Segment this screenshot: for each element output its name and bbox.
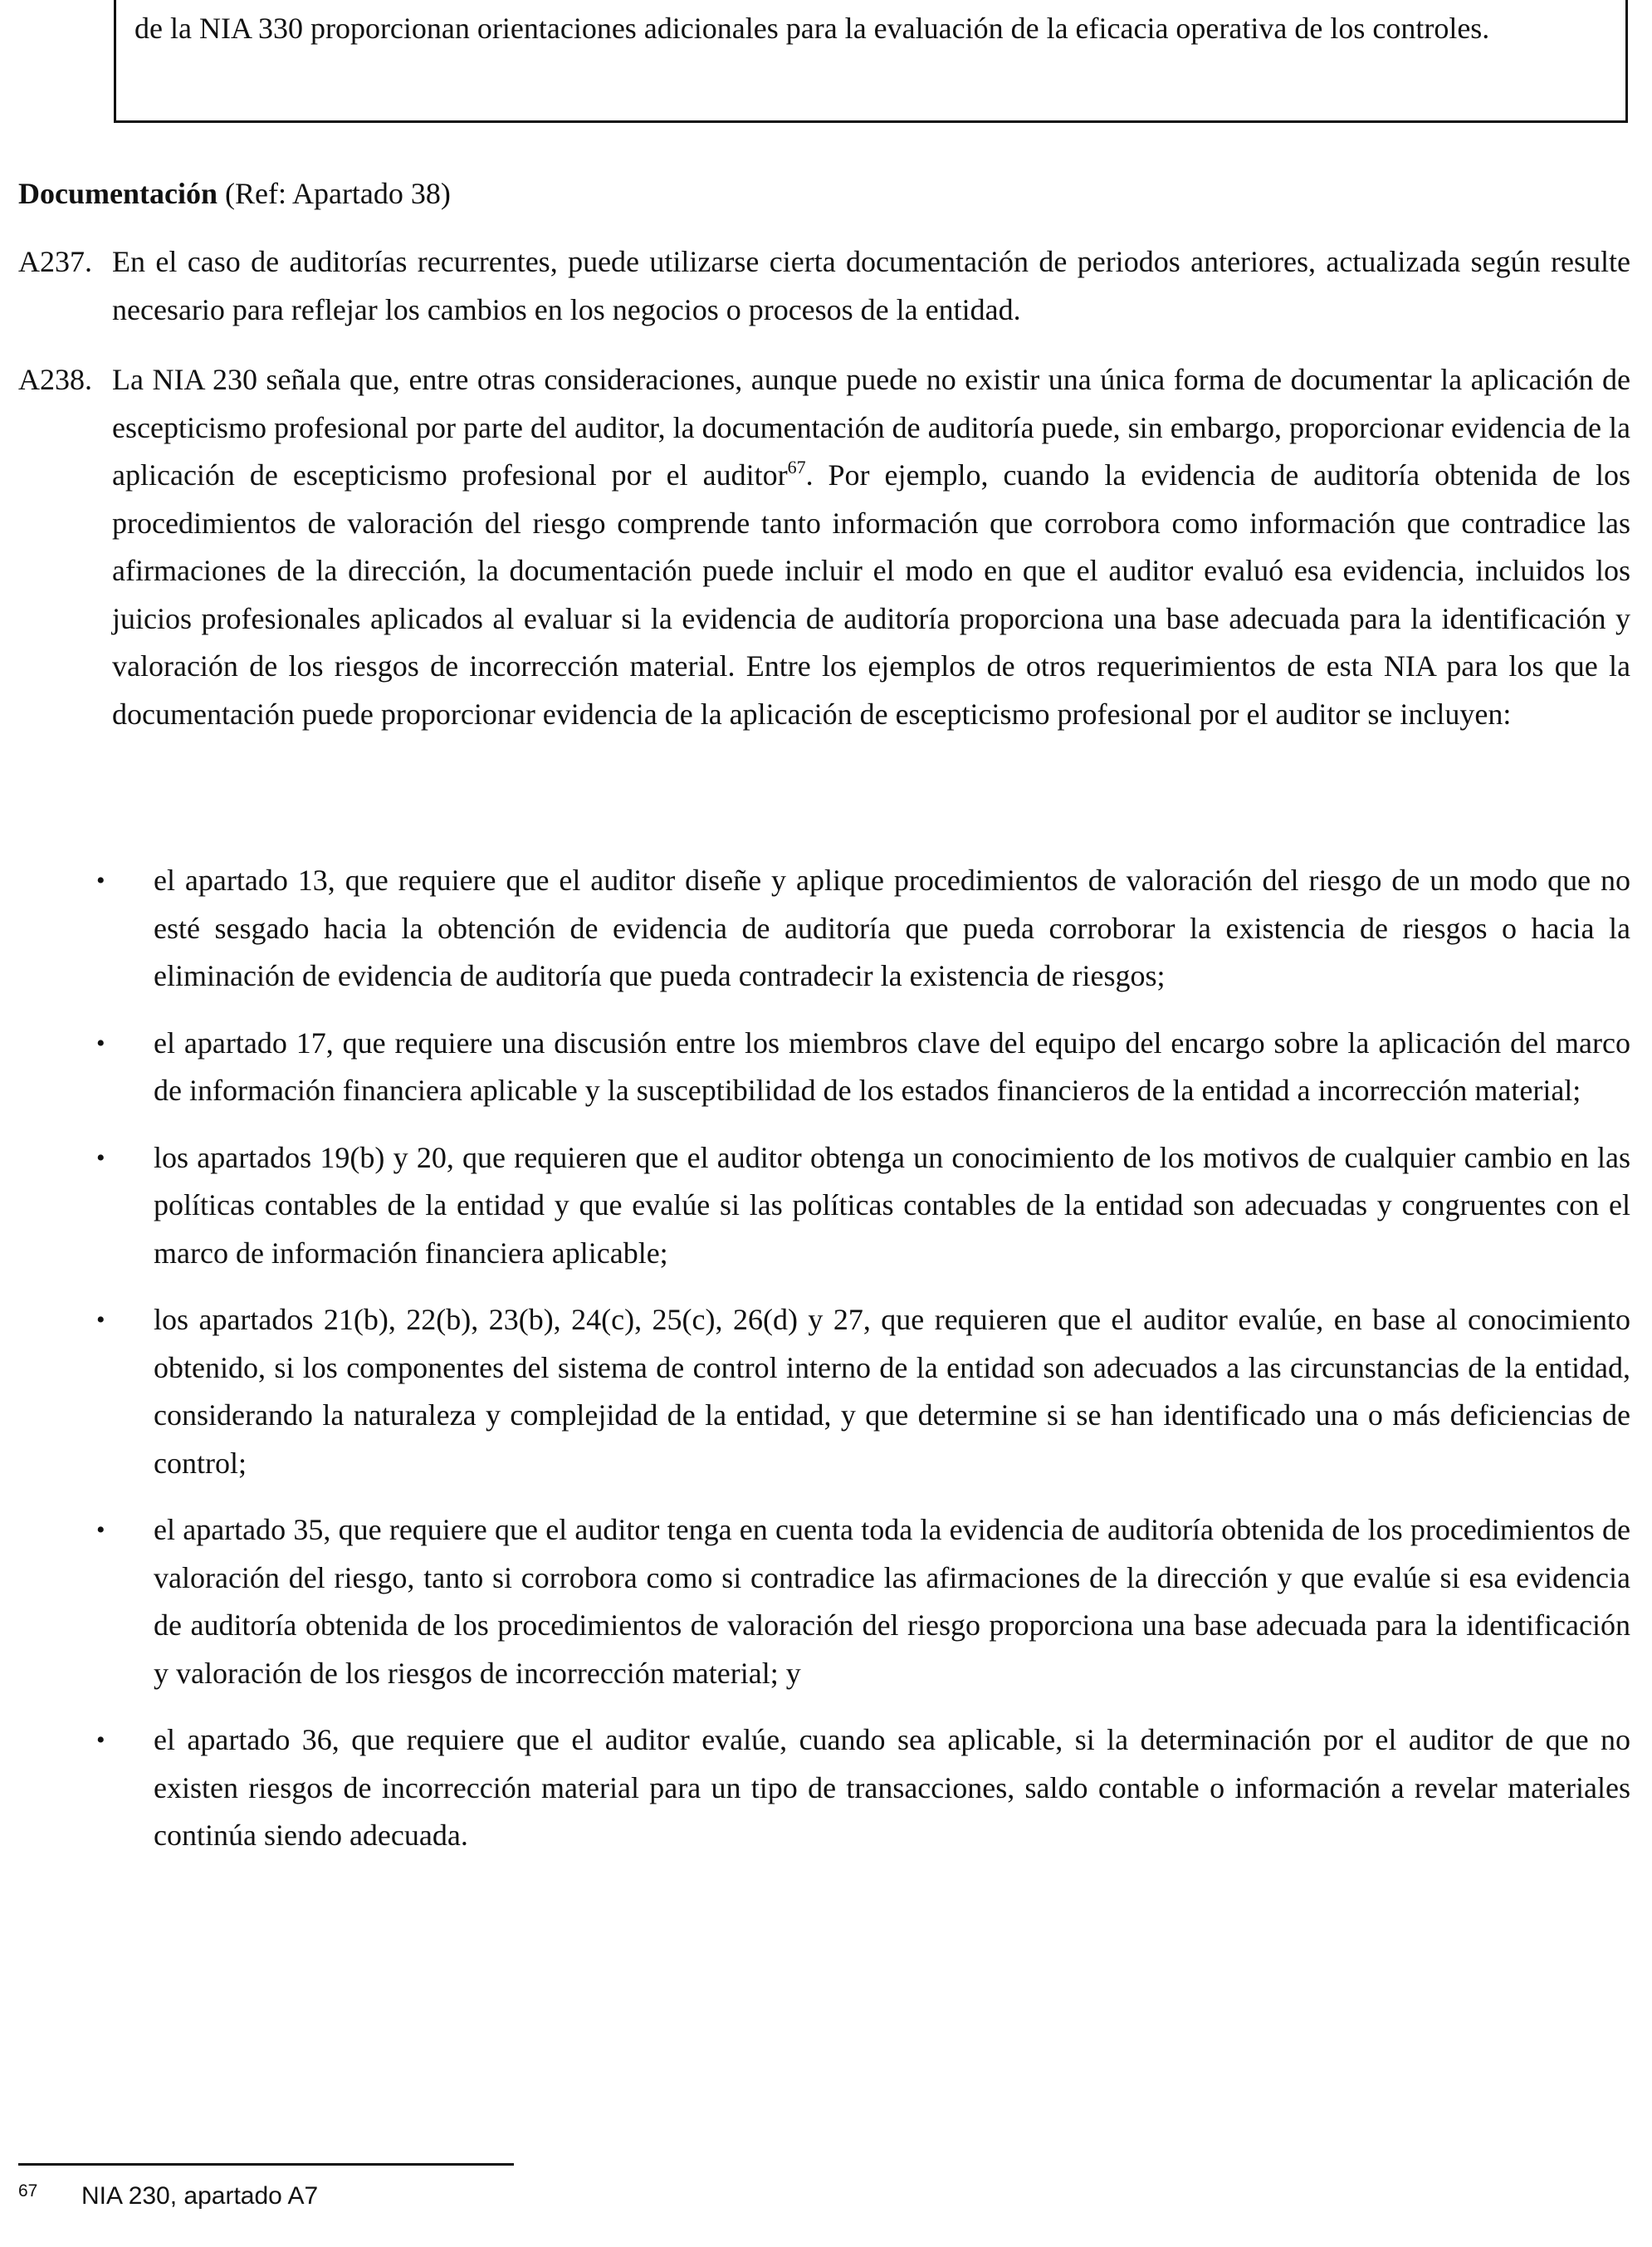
paragraph-text-part: La NIA 230 señala que, entre otras consideraciones, aunque puede no existir una única forma de documentar la aplicación de escepticismo profesional por parte del auditor, la documentación de auditoría puede, sin embargo, proporcionar evidencia de la aplicación de escepticismo profesional por el auditor bbox=[112, 363, 1630, 492]
section-heading bbox=[18, 173, 451, 214]
list-item bbox=[18, 857, 1630, 1001]
list-item-text: el apartado 17, que requiere una discusión entre los miembros clave del equipo del encargo sobre la aplicación del marco de información financiera aplicable y la susceptibilidad de los estados financieros de la entidad a incorrección material; bbox=[154, 1026, 1630, 1107]
paragraph-a237 bbox=[18, 238, 1630, 334]
paragraph-number: A238. bbox=[18, 363, 92, 396]
bullet-icon: • bbox=[96, 1306, 105, 1334]
footnote-number: 67 bbox=[18, 2181, 38, 2200]
list-item-text: el apartado 35, que requiere que el auditor tenga en cuenta toda la evidencia de auditoría obtenida de los procedimientos de valoración del riesgo, tanto si corrobora como si contradice las afirmaciones de la dirección y que evalúe si esa evidencia de auditoría obtenida de los procedimientos de valoración del riesgo proporciona una base adecuada para la identificación y valoración de los riesgos de incorrección material; y bbox=[154, 1513, 1630, 1690]
footnote-reference[interactable]: 67 bbox=[787, 457, 806, 477]
list-item bbox=[18, 1506, 1630, 1697]
list-item-text: el apartado 13, que requiere que el auditor diseñe y aplique procedimientos de valoración del riesgo de un modo que no esté sesgado hacia la obtención de evidencia de auditoría que pueda corroborar la existencia de riesgos o hacia la eliminación de evidencia de auditoría que pueda contradecir la existencia de riesgos; bbox=[154, 864, 1630, 992]
requirements-list bbox=[18, 857, 1630, 1879]
footnote-separator bbox=[18, 2163, 514, 2166]
bullet-icon: • bbox=[96, 1516, 105, 1544]
bullet-icon: • bbox=[96, 1726, 105, 1754]
bullet-icon: • bbox=[96, 1029, 105, 1057]
list-item-text: el apartado 36, que requiere que el auditor evalúe, cuando sea aplicable, si la determinación por el auditor de que no existen riesgos de incorrección material para un tipo de transacciones, saldo contable o información a revelar materiales continúa siendo adecuada. bbox=[154, 1723, 1630, 1852]
paragraph-a238 bbox=[18, 356, 1630, 738]
paragraph-number: A237. bbox=[18, 245, 92, 278]
footnote-text: NIA 230, apartado A7 bbox=[81, 2182, 319, 2210]
boxed-note bbox=[114, 0, 1628, 123]
bullet-icon: • bbox=[96, 867, 105, 894]
section-ref: (Ref: Apartado 38) bbox=[224, 177, 451, 210]
list-item bbox=[18, 1716, 1630, 1860]
boxed-note-text: de la NIA 330 proporcionan orientaciones adicionales para la evaluación de la eficacia operativa de los controles. bbox=[134, 12, 1490, 45]
paragraph-text-part: . Por ejemplo, cuando la evidencia de auditoría obtenida de los procedimientos de valoración del riesgo comprende tanto información que corrobora como información que contradice las afirmaciones de la dirección, la documentación puede incluir el modo en que el auditor evaluó esa evidencia, incluidos los juicios profesionales aplicados al evaluar si la evidencia de auditoría proporciona una base adecuada para la identificación y valoración de los riesgos de incorrección material. Entre los ejemplos de otros requerimientos de esta NIA para los que la documentación puede proporcionar evidencia de la aplicación de escepticismo profesional por el auditor se incluyen: bbox=[112, 458, 1630, 731]
list-item bbox=[18, 1296, 1630, 1487]
paragraph-text: En el caso de auditorías recurrentes, puede utilizarse cierta documentación de periodos anteriores, actualizada según resulte necesario para reflejar los cambios en los negocios o procesos de la entidad. bbox=[112, 245, 1630, 326]
bullet-icon: • bbox=[96, 1143, 105, 1172]
section-title: Documentación bbox=[18, 177, 217, 210]
paragraph-text bbox=[112, 356, 1630, 738]
list-item bbox=[18, 1020, 1630, 1115]
list-item-text: los apartados 21(b), 22(b), 23(b), 24(c), 25(c), 26(d) y 27, que requieren que el auditor evalúe, en base al conocimiento obtenido, si los componentes del sistema de control interno de la entidad son adecuados a las circunstancias de la entidad, considerando la naturaleza y complejidad de la entidad, y que determine si se han identificado una o más deficiencias de control; bbox=[154, 1303, 1630, 1480]
list-item-text: los apartados 19(b) y 20, que requieren que el auditor obtenga un conocimiento de los motivos de cualquier cambio en las políticas contables de la entidad y que evalúe si las políticas contables de la entidad son adecuadas y congruentes con el marco de información financiera aplicable; bbox=[154, 1140, 1630, 1270]
list-item bbox=[18, 1134, 1630, 1278]
